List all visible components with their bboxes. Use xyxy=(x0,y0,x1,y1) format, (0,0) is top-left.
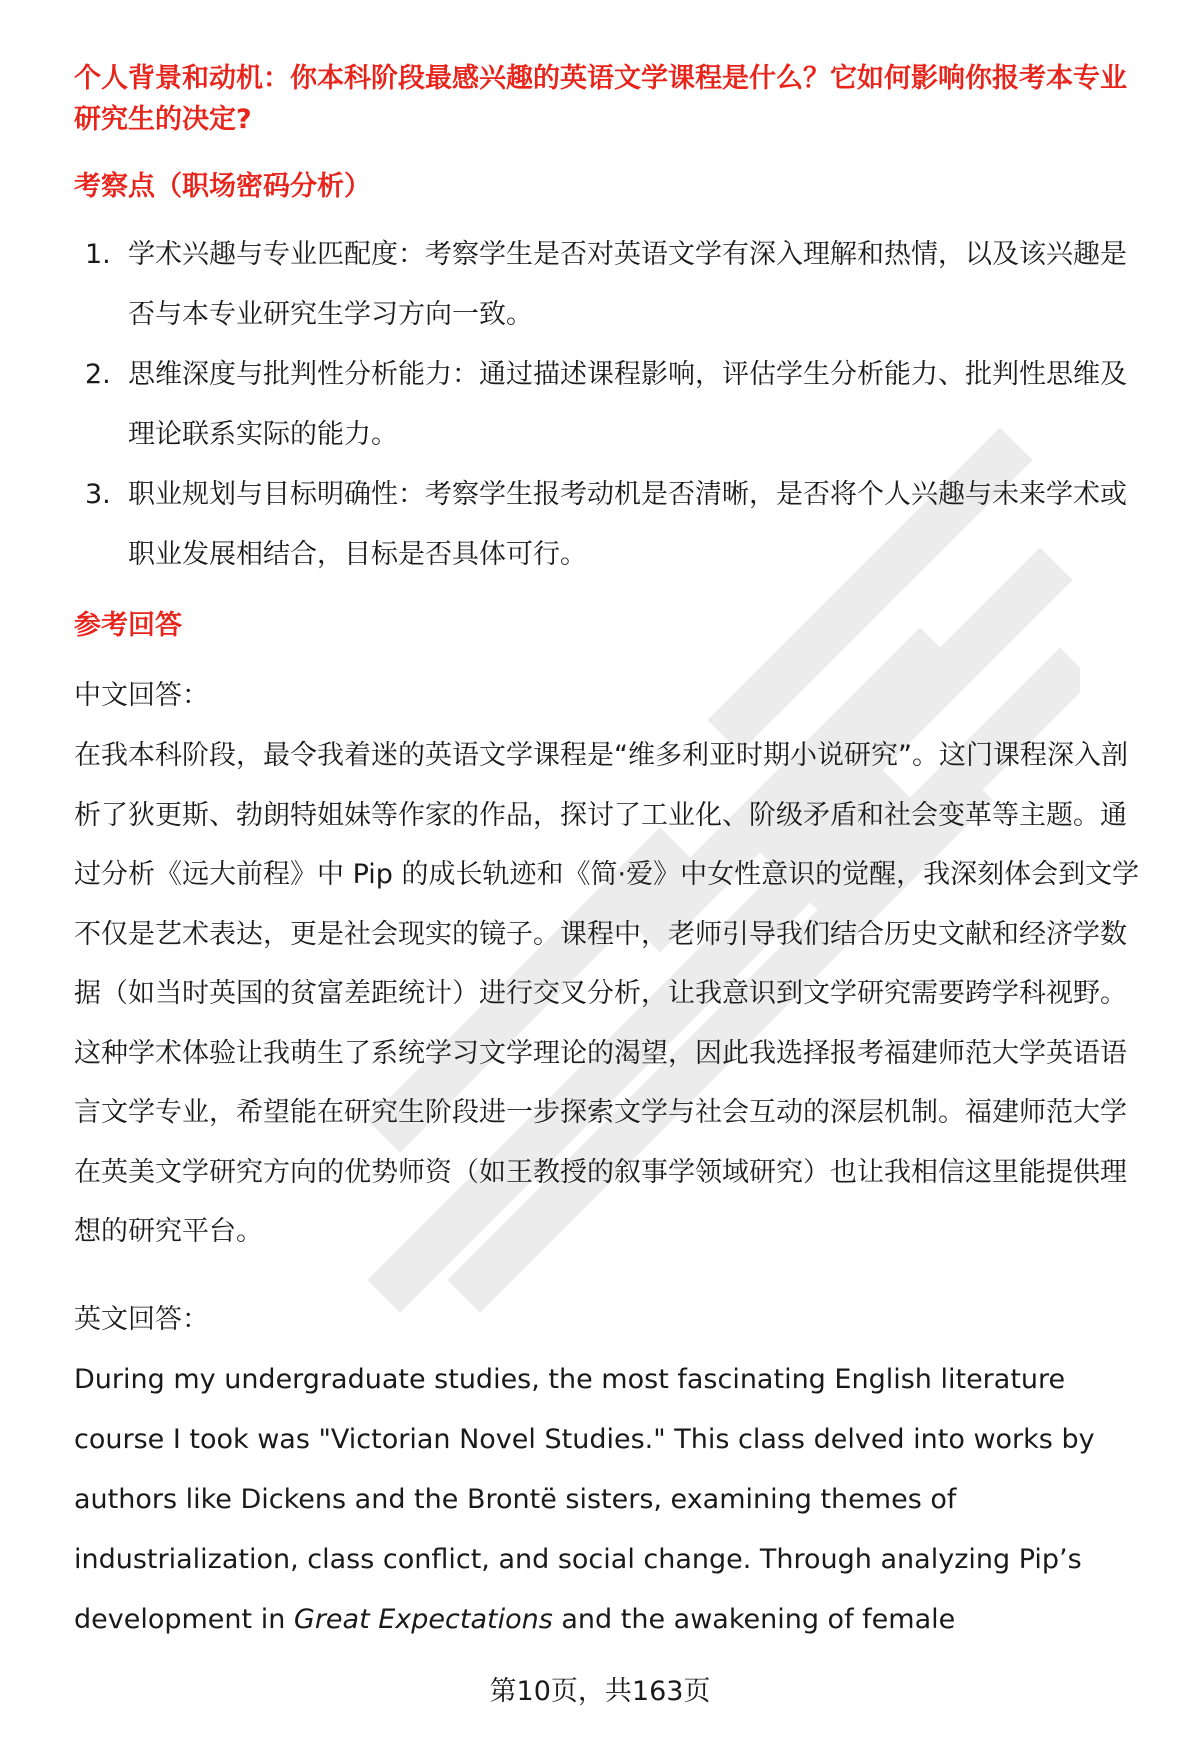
list-item-text: 学术兴趣与专业匹配度：考察学生是否对英语文学有深入理解和热情，以及该兴趣是否与本专业研究生学习方向一致。 xyxy=(128,239,1127,330)
list-item xyxy=(74,225,1152,345)
list-item-number: 3. xyxy=(85,479,111,510)
list-item xyxy=(74,465,1152,585)
section-title-reference-answer: 参考回答 xyxy=(74,610,182,641)
english-answer-text-part2: and the awakening of female xyxy=(552,1603,956,1635)
english-answer-text-part1: During my undergraduate studies, the most fascinating English literature course I took was "Victorian Novel Studies." This class delved into works by authors like Dickens and the Brontë sisters, examining themes of industrialization, class conflict, and social change. Through analyzing Pip’s development in xyxy=(74,1363,1095,1635)
question-heading: 个人背景和动机：你本科阶段最感兴趣的英语文学课程是什么？它如何影响你报考本专业研究生的决定? xyxy=(74,63,1127,135)
list-item-text: 职业规划与目标明确性：考察学生报考动机是否清晰，是否将个人兴趣与未来学术或职业发展相结合，目标是否具体可行。 xyxy=(128,479,1127,570)
chinese-answer-paragraph: 在我本科阶段，最令我着迷的英语文学课程是“维多利亚时期小说研究”。这门课程深入剖析了狄更斯、勃朗特姐妹等作家的作品，探讨了工业化、阶级矛盾和社会变革等主题。通过分析《远大前程》中 Pip 的成长轨迹和《简·爱》中女性意识的觉醒，我深刻体会到文学不仅是艺术表达，更是社会现实的镜子。课程中，老师引导我们结合历史文献和经济学数据（如当时英国的贫富差距统计）进行交叉分析，让我意识到文学研究需要跨学科视野。这种学术体验让我萌生了系统学习文学理论的渴望，因此我选择报考福建师范大学英语语言文学专业，希望能在研究生阶段进一步探索文学与社会互动的深层机制。福建师范大学在英美文学研究方向的优势师资（如王教授的叙事学领域研究）也让我相信这里能提供理想的研究平台。 xyxy=(74,740,1140,1247)
english-answer-paragraph xyxy=(74,1350,1152,1650)
english-answer-book-title: Great Expectations xyxy=(293,1603,553,1635)
english-answer-label: 英文回答： xyxy=(74,1303,209,1335)
document-page xyxy=(74,58,1152,1650)
section-title-assessment: 考察点（职场密码分析） xyxy=(74,171,371,202)
list-item-text: 思维深度与批判性分析能力：通过描述课程影响，评估学生分析能力、批判性思维及理论联系实际的能力。 xyxy=(128,359,1127,450)
list-item-number: 1. xyxy=(85,239,111,270)
chinese-answer-label: 中文回答： xyxy=(74,680,209,711)
list-item xyxy=(74,345,1152,465)
page-number-footer: 第10页，共163页 xyxy=(489,1676,711,1707)
assessment-points-list xyxy=(74,225,1152,585)
list-item-number: 2. xyxy=(85,359,111,390)
